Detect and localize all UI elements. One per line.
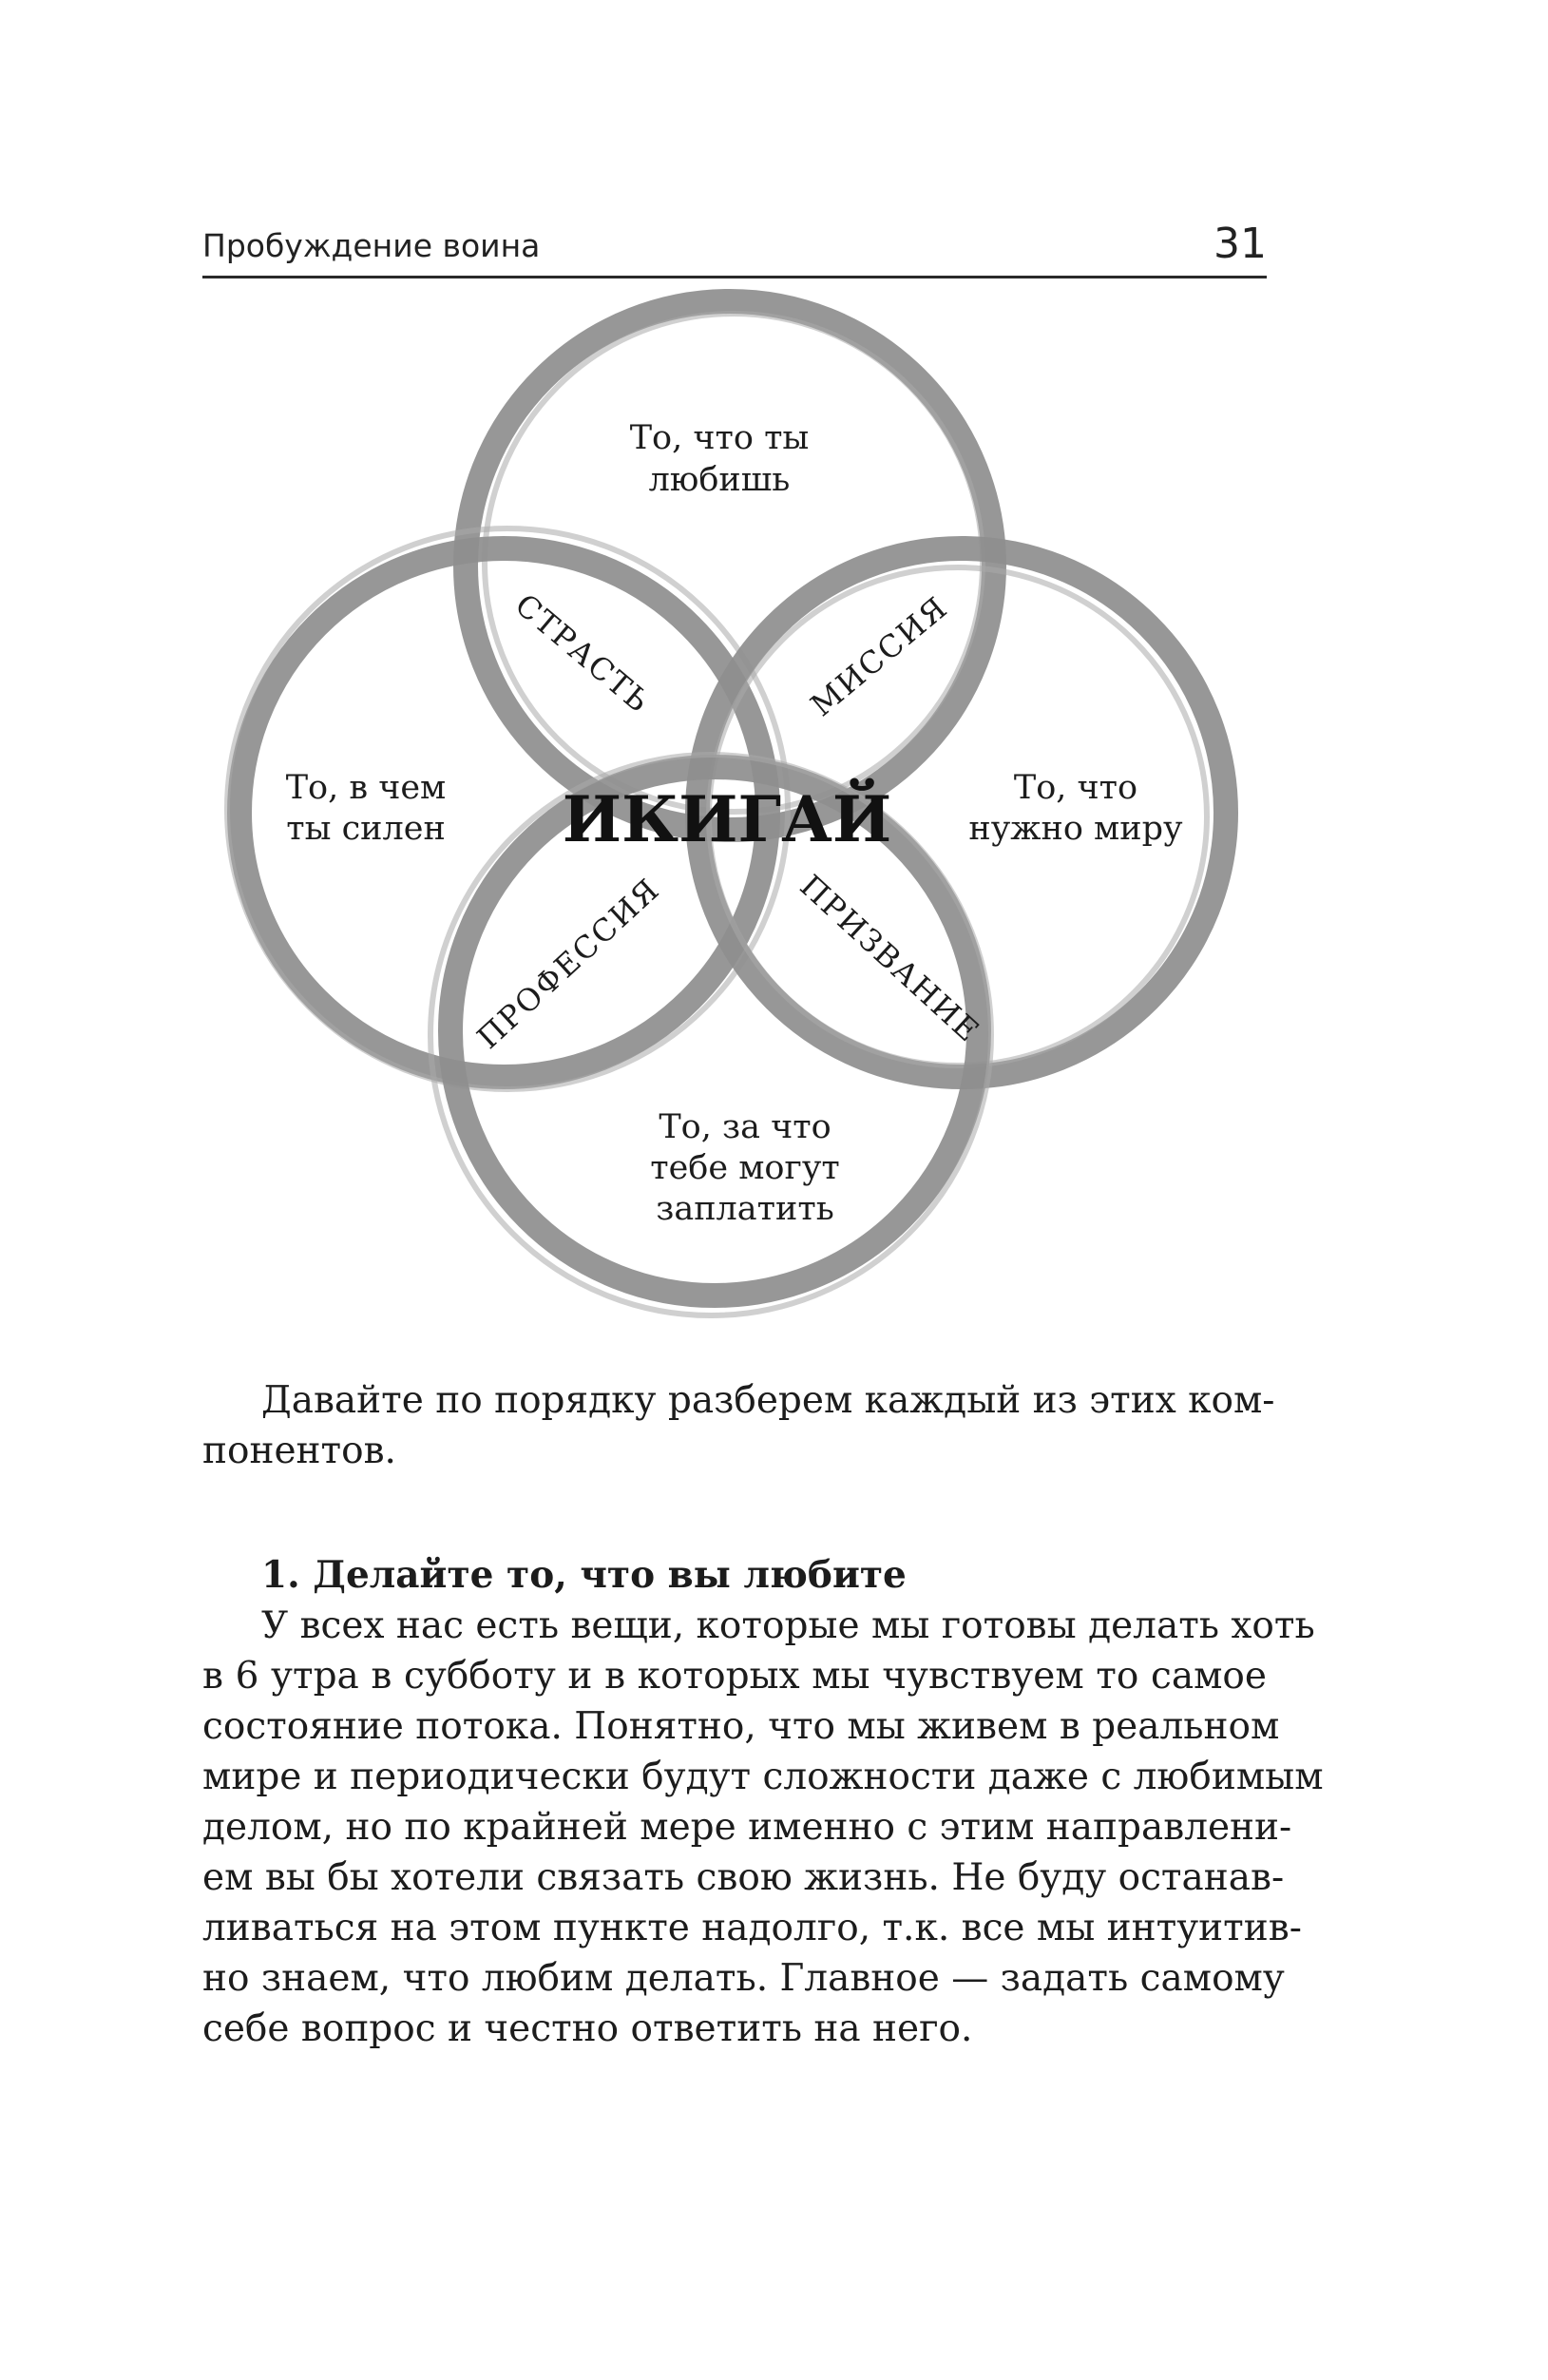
label-passion: СТРАСТЬ xyxy=(507,586,658,720)
intro-paragraph xyxy=(202,1375,1275,1476)
label-world-needs-2: нужно миру xyxy=(968,810,1183,848)
label-ikigai: ИКИГАЙ xyxy=(562,782,892,856)
section-line: состояние потока. Понятно, что мы живем в реальном xyxy=(202,1705,1280,1748)
label-vocation: ПРИЗВАНИЕ xyxy=(793,867,987,1050)
label-love-2: любишь xyxy=(648,461,791,499)
label-mission: МИССИЯ xyxy=(803,588,955,724)
label-good-at-1: То, в чем xyxy=(285,769,447,807)
label-profession: ПРОФЕССИЯ xyxy=(469,871,667,1056)
section-line: в 6 утра в субботу и в которых мы чувствуем то самое xyxy=(202,1655,1267,1698)
section-line: но знаем, что любим делать. Главное — задать самому xyxy=(202,1957,1285,2000)
label-love-1: То, что ты xyxy=(629,419,810,457)
label-world-needs-1: То, что xyxy=(1013,769,1138,807)
label-good-at-2: ты силен xyxy=(286,810,446,848)
intro-line: понентов. xyxy=(202,1430,396,1472)
label-paid-for-2: тебе могут xyxy=(650,1149,840,1187)
label-paid-for-3: заплатить xyxy=(656,1190,834,1228)
section-line: себе вопрос и честно ответить на него. xyxy=(202,2007,973,2050)
section-line: ливаться на этом пункте надолго, т.к. все мы интуитив- xyxy=(202,1907,1302,1949)
page-number: 31 xyxy=(1214,220,1267,268)
section-line: мире и периодически будут сложности даже с любимым xyxy=(202,1756,1324,1798)
section-line: делом, но по крайней мере именно с этим направлени- xyxy=(202,1806,1292,1849)
section-line: У всех нас есть вещи, которые мы готовы делать хоть xyxy=(261,1604,1315,1647)
label-paid-for-1: То, за что xyxy=(659,1108,831,1146)
section-1 xyxy=(202,1550,1324,2054)
circle-love xyxy=(466,301,994,830)
running-title: Пробуждение воина xyxy=(202,227,541,264)
intro-line: Давайте по порядку разберем каждый из этих ком- xyxy=(261,1379,1275,1422)
section-heading: 1. Делайте то, что вы любите xyxy=(261,1553,907,1597)
section-line: ем вы бы хотели связать свою жизнь. Не буду останав- xyxy=(202,1856,1285,1899)
